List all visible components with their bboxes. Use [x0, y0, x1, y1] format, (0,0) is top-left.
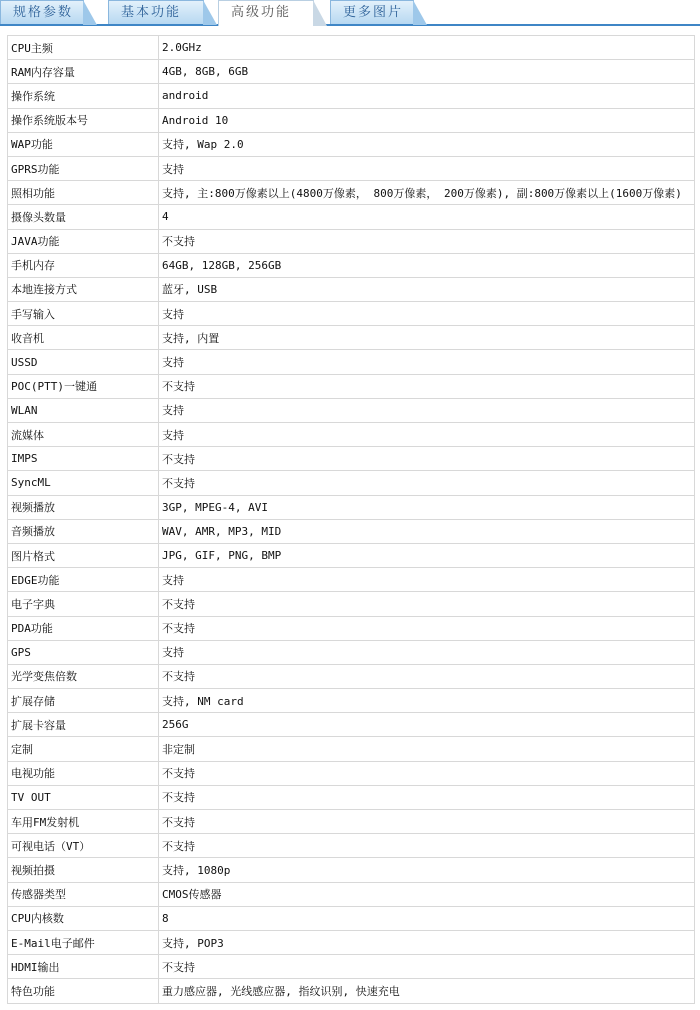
spec-label: PDA功能 [8, 616, 159, 640]
table-row [8, 664, 695, 688]
table-row [8, 616, 695, 640]
spec-value: 不支持 [159, 471, 695, 495]
spec-label: TV OUT [8, 785, 159, 809]
spec-value: 不支持 [159, 785, 695, 809]
spec-table [7, 35, 695, 1004]
spec-label: 电子字典 [8, 592, 159, 616]
spec-value: 支持 [159, 568, 695, 592]
table-row [8, 253, 695, 277]
spec-value: 不支持 [159, 664, 695, 688]
spec-value: 支持, 内置 [159, 326, 695, 350]
spec-label: 电视功能 [8, 761, 159, 785]
spec-value: 重力感应器, 光线感应器, 指纹识别, 快速充电 [159, 979, 695, 1003]
spec-value: 不支持 [159, 229, 695, 253]
table-row [8, 592, 695, 616]
table-row [8, 568, 695, 592]
tab-more-pictures[interactable]: 更多图片 [330, 0, 414, 24]
spec-value: 支持 [159, 156, 695, 180]
table-row [8, 60, 695, 84]
spec-label: E-Mail电子邮件 [8, 930, 159, 954]
table-row [8, 906, 695, 930]
table-row [8, 543, 695, 567]
spec-label: 音频播放 [8, 519, 159, 543]
spec-value: 3GP, MPEG-4, AVI [159, 495, 695, 519]
table-row [8, 882, 695, 906]
spec-value: 支持, 主:800万像素以上(4800万像素， 800万像素， 200万像素), 副:800万像素以上(1600万像素) [159, 181, 695, 205]
spec-value: 不支持 [159, 834, 695, 858]
spec-value: 4GB, 8GB, 6GB [159, 60, 695, 84]
table-row [8, 132, 695, 156]
spec-value: 支持 [159, 350, 695, 374]
spec-label: GPRS功能 [8, 156, 159, 180]
spec-label: 图片格式 [8, 543, 159, 567]
spec-label: POC(PTT)一键通 [8, 374, 159, 398]
table-row [8, 495, 695, 519]
spec-value: 支持 [159, 423, 695, 447]
table-row [8, 713, 695, 737]
spec-label: 摄像头数量 [8, 205, 159, 229]
table-row [8, 326, 695, 350]
spec-value: Android 10 [159, 108, 695, 132]
table-row [8, 810, 695, 834]
spec-value: 不支持 [159, 592, 695, 616]
spec-label: 视频拍摄 [8, 858, 159, 882]
spec-label: 照相功能 [8, 181, 159, 205]
spec-label: 手机内存 [8, 253, 159, 277]
table-row [8, 36, 695, 60]
spec-value: 不支持 [159, 447, 695, 471]
table-row [8, 785, 695, 809]
spec-label: 车用FM发射机 [8, 810, 159, 834]
table-row [8, 374, 695, 398]
spec-value: 非定制 [159, 737, 695, 761]
spec-value: 不支持 [159, 761, 695, 785]
spec-value: 不支持 [159, 616, 695, 640]
spec-value: 8 [159, 906, 695, 930]
spec-label: GPS [8, 640, 159, 664]
tab-bar [0, 0, 700, 26]
spec-label: 本地连接方式 [8, 277, 159, 301]
spec-label: 光学变焦倍数 [8, 664, 159, 688]
table-row [8, 519, 695, 543]
table-row [8, 858, 695, 882]
spec-value: 支持, POP3 [159, 930, 695, 954]
table-row [8, 447, 695, 471]
spec-label: WAP功能 [8, 132, 159, 156]
table-row [8, 761, 695, 785]
spec-label: 流媒体 [8, 423, 159, 447]
table-row [8, 398, 695, 422]
spec-label: 操作系统版本号 [8, 108, 159, 132]
spec-value: android [159, 84, 695, 108]
table-row [8, 229, 695, 253]
spec-value: CMOS传感器 [159, 882, 695, 906]
tab-specifications[interactable]: 规格参数 [0, 0, 84, 24]
spec-value: WAV, AMR, MP3, MID [159, 519, 695, 543]
table-row [8, 834, 695, 858]
spec-label: JAVA功能 [8, 229, 159, 253]
tab-basic-features[interactable]: 基本功能 [108, 0, 204, 24]
table-row [8, 205, 695, 229]
spec-value: 支持, Wap 2.0 [159, 132, 695, 156]
table-row [8, 930, 695, 954]
table-row [8, 689, 695, 713]
spec-value: 支持 [159, 640, 695, 664]
spec-value: 蓝牙, USB [159, 277, 695, 301]
spec-label: CPU主频 [8, 36, 159, 60]
spec-label: 定制 [8, 737, 159, 761]
spec-value: 支持 [159, 302, 695, 326]
spec-label: RAM内存容量 [8, 60, 159, 84]
spec-label: EDGE功能 [8, 568, 159, 592]
spec-label: 扩展卡容量 [8, 713, 159, 737]
spec-value: 不支持 [159, 955, 695, 979]
spec-value: JPG, GIF, PNG, BMP [159, 543, 695, 567]
table-row [8, 737, 695, 761]
table-row [8, 156, 695, 180]
table-row [8, 640, 695, 664]
table-row [8, 302, 695, 326]
spec-label: 操作系统 [8, 84, 159, 108]
spec-label: 扩展存储 [8, 689, 159, 713]
spec-value: 不支持 [159, 374, 695, 398]
table-row [8, 84, 695, 108]
spec-label: IMPS [8, 447, 159, 471]
tab-advanced-features[interactable]: 高级功能 [218, 0, 314, 26]
spec-value: 支持 [159, 398, 695, 422]
spec-label: USSD [8, 350, 159, 374]
spec-label: 收音机 [8, 326, 159, 350]
spec-table-body [8, 36, 695, 1004]
table-row [8, 979, 695, 1003]
spec-label: 特色功能 [8, 979, 159, 1003]
spec-value: 2.0GHz [159, 36, 695, 60]
spec-label: CPU内核数 [8, 906, 159, 930]
spec-label: 视频播放 [8, 495, 159, 519]
spec-value: 4 [159, 205, 695, 229]
spec-label: HDMI输出 [8, 955, 159, 979]
table-row [8, 350, 695, 374]
table-row [8, 955, 695, 979]
table-row [8, 108, 695, 132]
table-row [8, 277, 695, 301]
spec-value: 支持, 1080p [159, 858, 695, 882]
spec-label: SyncML [8, 471, 159, 495]
spec-value: 256G [159, 713, 695, 737]
spec-value: 64GB, 128GB, 256GB [159, 253, 695, 277]
spec-label: 传感器类型 [8, 882, 159, 906]
table-row [8, 181, 695, 205]
spec-label: 可视电话（VT） [8, 834, 159, 858]
spec-value: 不支持 [159, 810, 695, 834]
spec-label: WLAN [8, 398, 159, 422]
table-row [8, 471, 695, 495]
spec-value: 支持, NM card [159, 689, 695, 713]
table-row [8, 423, 695, 447]
spec-label: 手写输入 [8, 302, 159, 326]
